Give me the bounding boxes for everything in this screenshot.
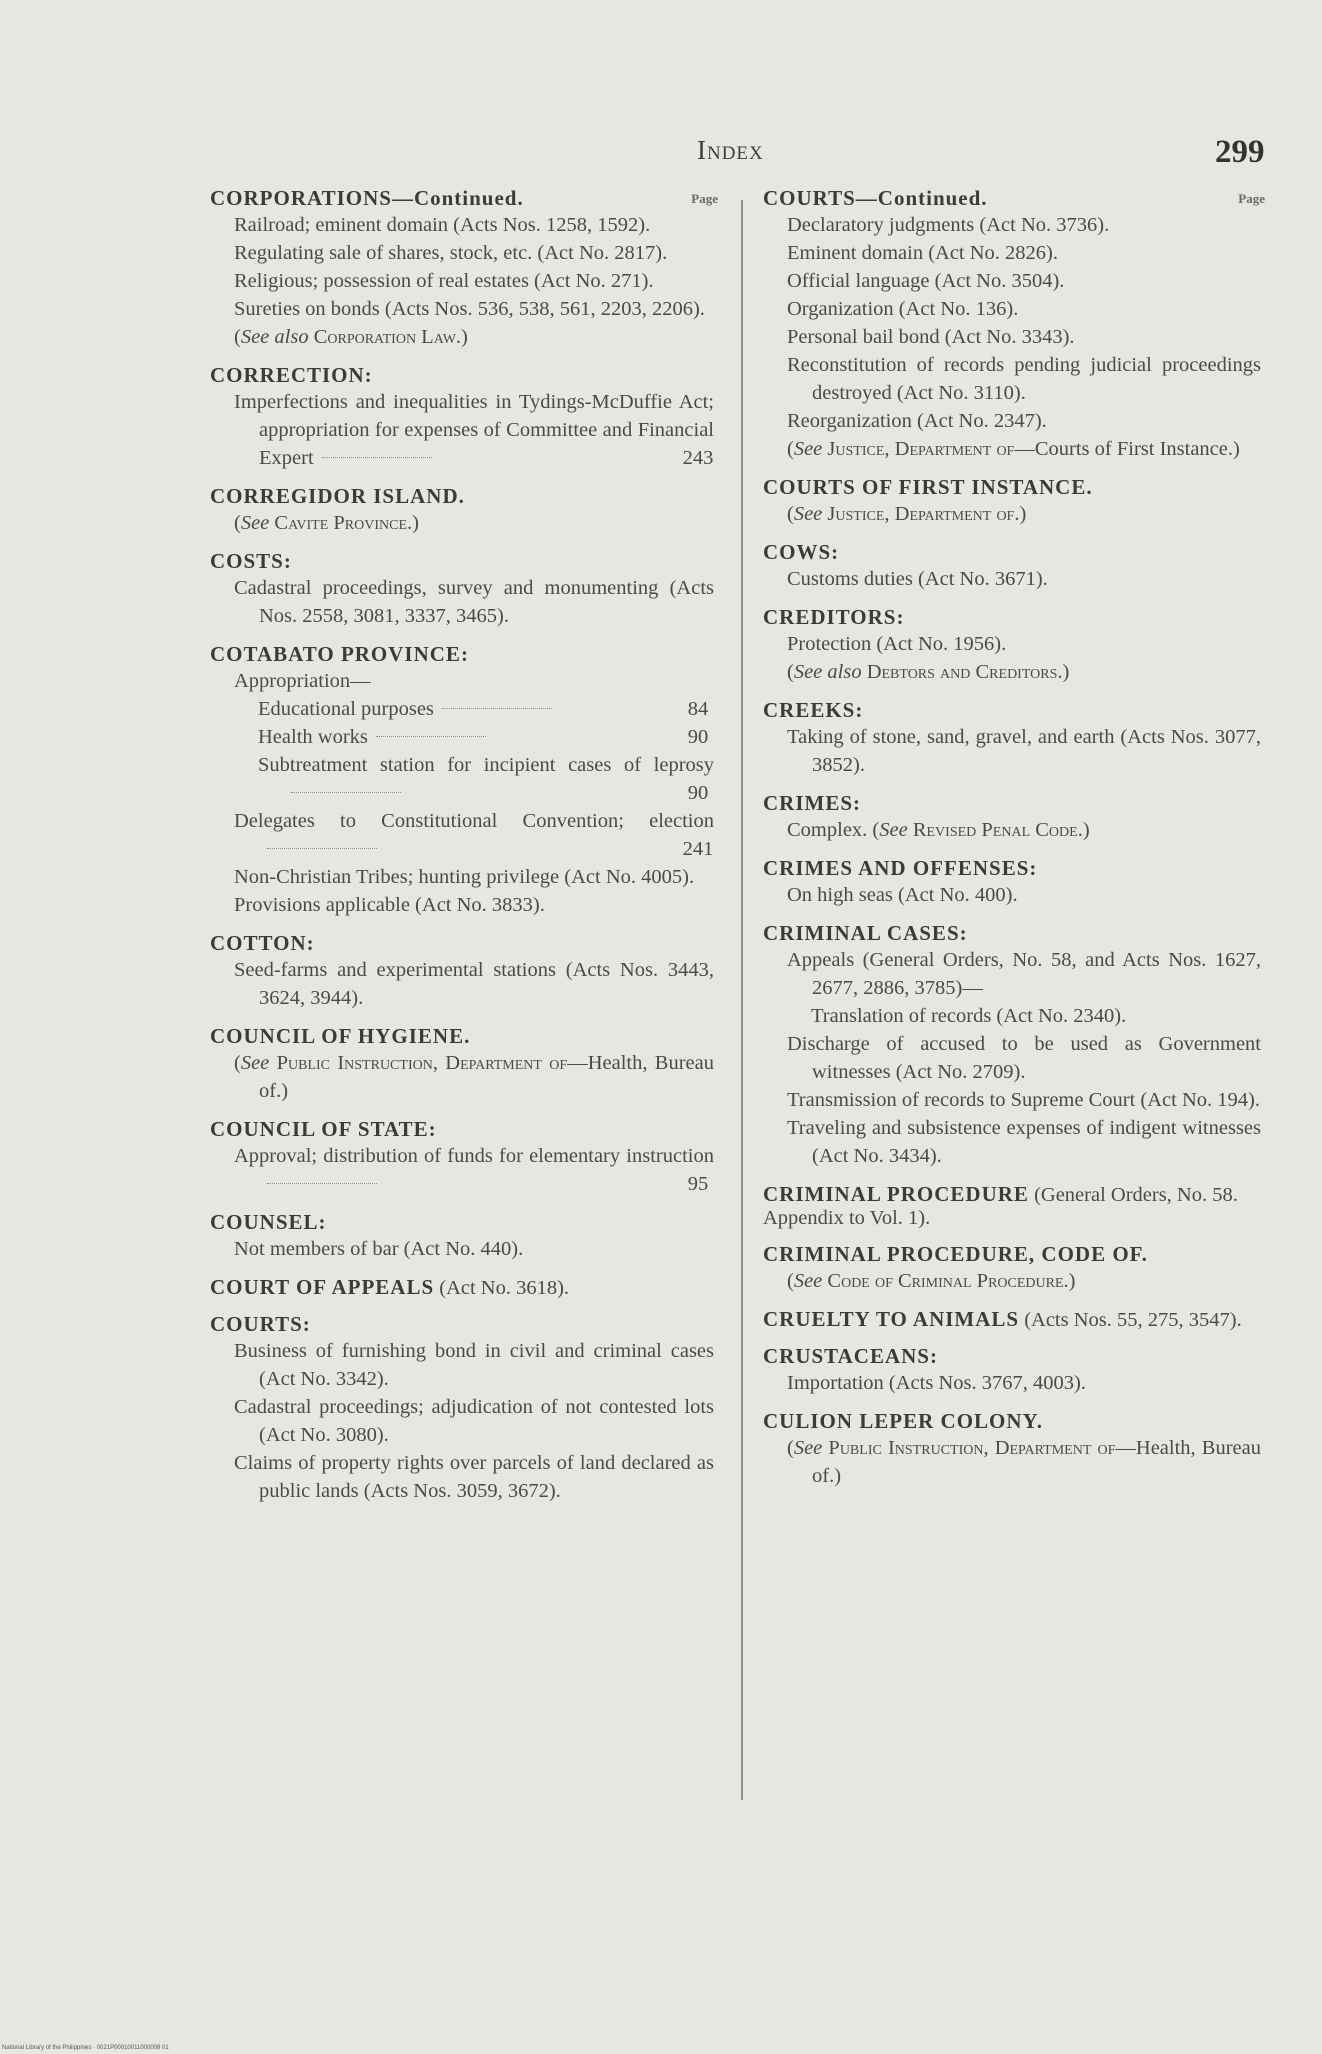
index-term-row bbox=[763, 921, 1265, 946]
page-reference: 241 bbox=[682, 838, 714, 860]
leader-dots bbox=[267, 1183, 377, 1184]
index-subentry bbox=[234, 956, 718, 1012]
cross-reference: Justice, Department of. bbox=[827, 503, 1020, 525]
index-term: CRIMES: bbox=[763, 791, 862, 815]
index-entry bbox=[763, 1182, 1265, 1230]
page-column-label: Page bbox=[691, 191, 718, 206]
index-term: COTABATO PROVINCE: bbox=[210, 642, 469, 666]
index-subentry bbox=[787, 1030, 1265, 1086]
index-term: CORPORATIONS—Continued. bbox=[210, 186, 524, 210]
index-entry bbox=[763, 698, 1265, 779]
see-reference-label: See also bbox=[793, 661, 862, 683]
cross-reference: Code of Criminal Procedure. bbox=[827, 1270, 1069, 1292]
subentry-text: Educational purposes bbox=[258, 698, 627, 720]
index-subentry bbox=[234, 1393, 718, 1449]
subentry-text: Delegates to Constitutional Convention; election bbox=[234, 810, 714, 860]
index-term-row bbox=[210, 186, 718, 211]
index-subentry bbox=[234, 863, 718, 891]
subentry-text: Cadastral proceedings, survey and monumenting (Acts Nos. 2558, 3081, 3337, 3465). bbox=[234, 577, 714, 627]
index-subentry bbox=[787, 1086, 1265, 1114]
page-header bbox=[0, 130, 1322, 180]
see-reference-label: See bbox=[793, 503, 823, 525]
index-entry bbox=[763, 1242, 1265, 1295]
index-subentry bbox=[234, 388, 718, 472]
index-entry bbox=[763, 475, 1265, 528]
index-entry bbox=[763, 605, 1265, 686]
index-term: COUNCIL OF STATE: bbox=[210, 1117, 437, 1141]
index-subentry bbox=[787, 1114, 1265, 1170]
subentry-text: Translation of records (Act No. 2340). bbox=[811, 1005, 1127, 1027]
cross-reference: Corporation Law. bbox=[313, 326, 462, 348]
subentry-text: Customs duties (Act No. 3671). bbox=[787, 568, 1048, 590]
index-term: COURTS—Continued. bbox=[763, 186, 988, 210]
index-entry bbox=[210, 1275, 718, 1300]
index-term: COWS: bbox=[763, 540, 840, 564]
index-subentry bbox=[234, 891, 718, 919]
index-subentry bbox=[234, 807, 718, 863]
index-subentry bbox=[787, 881, 1265, 909]
index-subentry bbox=[787, 351, 1265, 407]
index-term: COSTS: bbox=[210, 549, 292, 573]
index-subentry bbox=[787, 295, 1265, 323]
leader-dots bbox=[267, 848, 377, 849]
page-reference: 90 bbox=[687, 782, 709, 804]
leader-dots bbox=[376, 736, 486, 737]
index-subentry: (See Public Instruction, Department of—Health, Bureau of.) bbox=[234, 1052, 714, 1102]
subentry-text: On high seas (Act No. 400). bbox=[787, 884, 1018, 906]
index-term: CRUSTACEANS: bbox=[763, 1344, 938, 1368]
index-term-row bbox=[763, 856, 1265, 881]
index-term: CREDITORS: bbox=[763, 605, 905, 629]
subentry-text: Taking of stone, sand, gravel, and earth (Acts Nos. 3077, 3852). bbox=[787, 726, 1261, 776]
subentry-text: Cadastral proceedings; adjudication of not contested lots (Act No. 3080). bbox=[234, 1396, 714, 1446]
index-subentry bbox=[234, 295, 718, 323]
index-subentry bbox=[234, 667, 718, 695]
index-subentry bbox=[787, 239, 1265, 267]
index-term: COURT OF APPEALS bbox=[210, 1275, 435, 1299]
cross-reference-tail: —Health, Bureau of. bbox=[259, 1052, 714, 1102]
index-term: CRIMES AND OFFENSES: bbox=[763, 856, 1038, 880]
index-term: CORRECTION: bbox=[210, 363, 373, 387]
index-entry bbox=[763, 791, 1265, 844]
see-reference-label: See bbox=[793, 438, 823, 460]
index-subentry bbox=[787, 946, 1265, 1002]
subentry-text: Imperfections and inequalities in Tydings-McDuffie Act; appropriation for expenses of Committee and Financial Expert bbox=[234, 391, 714, 469]
subentry-text: Discharge of accused to be used as Government witnesses (Act No. 2709). bbox=[787, 1033, 1261, 1083]
page-reference: 90 bbox=[687, 726, 709, 748]
subentry-text: Provisions applicable (Act No. 3833). bbox=[234, 894, 545, 916]
index-term: COTTON: bbox=[210, 931, 315, 955]
subentry-text: Regulating sale of shares, stock, etc. (Act No. 2817). bbox=[234, 242, 668, 264]
see-reference-label: See also bbox=[240, 326, 309, 348]
index-term-row bbox=[763, 540, 1265, 565]
index-subentry bbox=[258, 751, 718, 807]
index-subentry bbox=[234, 1337, 718, 1393]
index-term-row bbox=[210, 931, 718, 956]
index-term-row bbox=[210, 1210, 718, 1235]
index-entry bbox=[210, 1024, 718, 1105]
index-entry bbox=[210, 1117, 718, 1198]
page-reference: 95 bbox=[687, 1173, 709, 1195]
subentry-text: Protection (Act No. 1956). bbox=[787, 633, 1007, 655]
index-column-left bbox=[210, 186, 718, 1517]
cross-reference-tail: —Health, Bureau of. bbox=[812, 1437, 1262, 1487]
index-term-row bbox=[763, 605, 1265, 630]
index-subentry bbox=[234, 574, 718, 630]
index-entry bbox=[210, 1312, 718, 1505]
index-subentry: (See Code of Criminal Procedure.) bbox=[787, 1270, 1076, 1292]
index-subentry: (See Justice, Department of.) bbox=[787, 503, 1027, 525]
index-subentry: (See Justice, Department of—Courts of First Instance.) bbox=[787, 438, 1240, 460]
see-reference-label: See bbox=[793, 1270, 823, 1292]
index-term-row bbox=[763, 1307, 1265, 1332]
index-entry bbox=[763, 540, 1265, 593]
index-term-row bbox=[210, 1275, 718, 1300]
index-subentry bbox=[787, 407, 1265, 435]
index-term-row bbox=[210, 484, 718, 509]
index-term-row bbox=[210, 1024, 718, 1049]
index-entry bbox=[763, 186, 1265, 463]
subentry-text: Seed-farms and experimental stations (Acts Nos. 3443, 3624, 3944). bbox=[234, 959, 714, 1009]
subentry-text: Declaratory judgments (Act No. 3736). bbox=[787, 214, 1110, 236]
subentry-text: Claims of property rights over parcels of land declared as public lands (Acts Nos. 3059, 3672). bbox=[234, 1452, 714, 1502]
index-subentry bbox=[234, 267, 718, 295]
index-entry bbox=[210, 931, 718, 1012]
index-entry bbox=[210, 1210, 718, 1263]
page-number: 299 bbox=[1215, 134, 1265, 170]
index-entry bbox=[210, 484, 718, 537]
index-entry bbox=[763, 1307, 1265, 1332]
subentry-text: Approval; distribution of funds for elementary instruction bbox=[234, 1145, 714, 1195]
index-entry bbox=[210, 363, 718, 472]
cross-reference-tail: —Courts of First Instance. bbox=[1014, 438, 1233, 460]
running-head: Index bbox=[697, 135, 764, 165]
page-reference: 84 bbox=[687, 698, 709, 720]
index-term: CREEKS: bbox=[763, 698, 864, 722]
index-subentry bbox=[234, 1235, 718, 1263]
subentry-text: Organization (Act No. 136). bbox=[787, 298, 1019, 320]
subentry-text: Appeals (General Orders, No. 58, and Acts Nos. 1627, 2677, 2886, 3785)— bbox=[787, 949, 1261, 999]
index-term-row bbox=[763, 1182, 1265, 1230]
index-term-row bbox=[210, 642, 718, 667]
index-entry bbox=[210, 186, 718, 351]
index-term-row bbox=[763, 1344, 1265, 1369]
leader-dots bbox=[291, 792, 401, 793]
index-term-row bbox=[210, 363, 718, 388]
index-term-row bbox=[210, 1117, 718, 1142]
subentry-text: Traveling and subsistence expenses of indigent witnesses (Act No. 3434). bbox=[787, 1117, 1261, 1167]
index-term: COURTS: bbox=[210, 1312, 311, 1336]
index-term-row bbox=[210, 1312, 718, 1337]
index-term-row bbox=[210, 549, 718, 574]
index-subentry: (See also Corporation Law.) bbox=[234, 326, 468, 348]
index-term: CRIMINAL PROCEDURE, CODE OF. bbox=[763, 1242, 1148, 1266]
index-term: COUNSEL: bbox=[210, 1210, 327, 1234]
index-subentry bbox=[787, 323, 1265, 351]
index-term-tail: (Act No. 3618). bbox=[434, 1277, 570, 1299]
index-term: CRUELTY TO ANIMALS bbox=[763, 1307, 1020, 1331]
subentry-text: Official language (Act No. 3504). bbox=[787, 270, 1065, 292]
index-term: CORREGIDOR ISLAND. bbox=[210, 484, 465, 508]
page-reference: 243 bbox=[682, 447, 714, 469]
index-subentry: (See Public Instruction, Department of—Health, Bureau of.) bbox=[787, 1437, 1262, 1487]
index-subentry bbox=[787, 630, 1265, 658]
see-reference-label: See bbox=[879, 819, 908, 841]
column-divider bbox=[741, 200, 743, 1800]
index-subentry bbox=[787, 267, 1265, 295]
index-subentry bbox=[234, 1142, 718, 1198]
index-entry bbox=[763, 856, 1265, 909]
cross-reference: Revised Penal Code. bbox=[912, 819, 1083, 841]
subentry-text: Business of furnishing bond in civil and criminal cases (Act No. 3342). bbox=[234, 1340, 714, 1390]
subentry-text: Religious; possession of real estates (Act No. 271). bbox=[234, 270, 654, 292]
index-subentry bbox=[234, 239, 718, 267]
see-reference-label: See bbox=[793, 1437, 823, 1459]
index-term-row bbox=[763, 698, 1265, 723]
index-entry bbox=[210, 642, 718, 919]
index-subentry bbox=[787, 723, 1265, 779]
index-subentry bbox=[234, 211, 718, 239]
index-subentry: (See also Debtors and Creditors.) bbox=[787, 661, 1070, 683]
subentry-text: Importation (Acts Nos. 3767, 4003). bbox=[787, 1372, 1086, 1394]
index-term: COUNCIL OF HYGIENE. bbox=[210, 1024, 471, 1048]
leader-dots bbox=[322, 457, 432, 458]
subentry-text: Reconstitution of records pending judicial proceedings destroyed (Act No. 3110). bbox=[787, 354, 1261, 404]
index-term-row bbox=[763, 475, 1265, 500]
index-term-tail: (Acts Nos. 55, 275, 3547). bbox=[1019, 1309, 1242, 1331]
index-term-row bbox=[763, 1242, 1265, 1267]
index-subentry: Complex. (See Revised Penal Code.) bbox=[787, 819, 1090, 841]
page-column-label: Page bbox=[1238, 191, 1265, 206]
index-entry bbox=[210, 549, 718, 630]
cross-reference: Justice, Department of bbox=[827, 438, 1015, 460]
subentry-text: Complex. bbox=[787, 819, 868, 841]
index-term-row bbox=[763, 791, 1265, 816]
cross-reference: Debtors and Creditors. bbox=[866, 661, 1063, 683]
index-term: CRIMINAL CASES: bbox=[763, 921, 968, 945]
subentry-text: Not members of bar (Act No. 440). bbox=[234, 1238, 524, 1260]
leader-dots bbox=[442, 708, 552, 709]
index-term-tail: (General Orders, No. 58. Appendix to Vol. 1). bbox=[763, 1184, 1238, 1229]
subentry-text: Eminent domain (Act No. 2826). bbox=[787, 242, 1059, 264]
index-term: CULION LEPER COLONY. bbox=[763, 1409, 1044, 1433]
index-term: CRIMINAL PROCEDURE bbox=[763, 1182, 1029, 1206]
index-subentry bbox=[811, 1002, 1265, 1030]
index-subentry bbox=[787, 211, 1265, 239]
index-term: COURTS OF FIRST INSTANCE. bbox=[763, 475, 1093, 499]
subentry-text: Appropriation— bbox=[234, 670, 371, 692]
subentry-text: Health works bbox=[258, 726, 561, 748]
cross-reference: Cavite Province. bbox=[274, 512, 413, 534]
see-reference-label: See bbox=[240, 1052, 270, 1074]
index-subentry bbox=[787, 1369, 1265, 1397]
index-subentry bbox=[258, 723, 718, 751]
index-term-row bbox=[763, 186, 1265, 211]
subentry-text: Subtreatment station for incipient cases of leprosy bbox=[258, 754, 714, 804]
index-subentry bbox=[258, 695, 718, 723]
index-subentry bbox=[234, 1449, 718, 1505]
index-column-right bbox=[763, 186, 1265, 1502]
index-subentry bbox=[787, 565, 1265, 593]
scan-footer: National Library of the Philippines · 0021P00010011000008 01 bbox=[2, 2045, 169, 2051]
index-entry bbox=[763, 921, 1265, 1170]
index-term-row bbox=[763, 1409, 1265, 1434]
index-entry bbox=[763, 1409, 1265, 1490]
cross-reference: Public Instruction, Department of bbox=[828, 1437, 1116, 1459]
subentry-text: Sureties on bonds (Acts Nos. 536, 538, 561, 2203, 2206). bbox=[234, 298, 705, 320]
subentry-text: Transmission of records to Supreme Court (Act No. 194). bbox=[787, 1089, 1260, 1111]
index-subentry: (See Cavite Province.) bbox=[234, 512, 419, 534]
cross-reference: Public Instruction, Department of bbox=[276, 1052, 568, 1074]
index-entry bbox=[763, 1344, 1265, 1397]
subentry-text: Railroad; eminent domain (Acts Nos. 1258, 1592). bbox=[234, 214, 651, 236]
subentry-text: Non-Christian Tribes; hunting privilege (Act No. 4005). bbox=[234, 866, 695, 888]
subentry-text: Reorganization (Act No. 2347). bbox=[787, 410, 1047, 432]
see-reference-label: See bbox=[240, 512, 270, 534]
subentry-text: Personal bail bond (Act No. 3343). bbox=[787, 326, 1075, 348]
